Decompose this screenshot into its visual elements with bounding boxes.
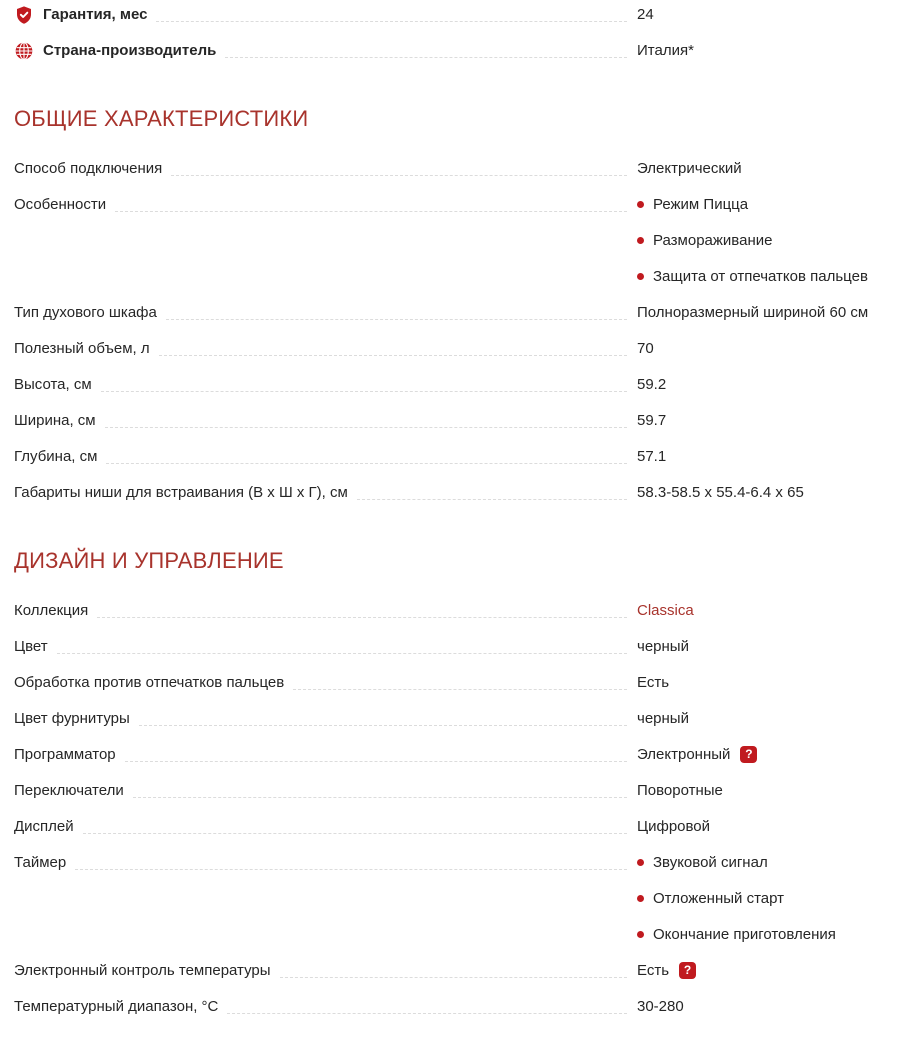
spec-value-cell [637, 708, 887, 729]
spec-label-cell [14, 636, 48, 657]
spec-value-cell [637, 446, 887, 467]
bullet-icon [637, 895, 644, 902]
spec-row [14, 816, 887, 837]
spec-label-cell [14, 708, 130, 729]
dotted-leader [166, 302, 627, 320]
spec-row [14, 410, 887, 431]
dotted-leader [156, 4, 627, 22]
spec-value-cell [637, 302, 887, 323]
spec-value: 58.3-58.5 x 55.4-6.4 x 65 [637, 484, 804, 501]
spec-value: Режим Пицца [653, 196, 749, 213]
spec-label: Обработка против отпечатков пальцев [14, 674, 285, 691]
dotted-leader [83, 816, 627, 834]
dotted-leader [133, 780, 627, 798]
spec-value-cell [637, 780, 887, 801]
spec-label-cell [14, 194, 106, 215]
spec-row [14, 158, 887, 179]
spec-section [14, 76, 887, 518]
spec-value-list [637, 852, 887, 945]
spec-row [14, 600, 887, 621]
spec-value-cell [637, 744, 887, 765]
bullet-icon [637, 237, 644, 244]
spec-label: Температурный диапазон, °С [14, 998, 219, 1015]
spec-label-cell [14, 852, 66, 873]
spec-row [14, 744, 887, 765]
spec-label: Способ подключения [14, 160, 163, 177]
spec-row [14, 482, 887, 503]
spec-value-cell [637, 338, 887, 359]
spec-value: Окончание приготовления [653, 926, 836, 943]
spec-label-cell [14, 780, 124, 801]
spec-label: Глубина, см [14, 448, 98, 465]
spec-label-cell [14, 996, 218, 1017]
spec-row [14, 194, 887, 287]
spec-section [14, 518, 887, 1032]
globe-icon [14, 41, 34, 61]
spec-value: 30-280 [637, 998, 684, 1015]
spec-row [14, 672, 887, 693]
spec-value-line [637, 996, 887, 1017]
dotted-leader [101, 374, 627, 392]
spec-label: Тип духового шкафа [14, 304, 157, 321]
spec-row [14, 338, 887, 359]
spec-value-cell [637, 158, 887, 179]
bullet-icon [637, 859, 644, 866]
spec-label: Коллекция [14, 602, 89, 619]
spec-value: Защита от отпечатков пальцев [653, 268, 868, 285]
spec-value-cell [637, 672, 887, 693]
spec-row [14, 708, 887, 729]
spec-label-cell [14, 302, 157, 323]
spec-value-line [637, 482, 887, 503]
spec-value: Размораживание [653, 232, 773, 249]
spec-row [14, 852, 887, 945]
spec-label-cell [14, 744, 116, 765]
help-icon[interactable]: ? [740, 746, 757, 763]
spec-label: Таймер [14, 854, 67, 871]
spec-value: 59.7 [637, 412, 667, 429]
collection-link[interactable]: Classica [637, 602, 694, 619]
dotted-leader [139, 708, 627, 726]
spec-label: Переключатели [14, 782, 124, 799]
spec-row [14, 780, 887, 801]
spec-value-line [637, 4, 887, 25]
spec-row [14, 636, 887, 657]
shield-check-icon [14, 5, 34, 25]
spec-value-line [637, 672, 887, 693]
spec-value: Есть [637, 962, 670, 979]
dotted-leader [227, 996, 627, 1014]
spec-label-cell [14, 446, 97, 467]
spec-label-cell [14, 410, 96, 431]
spec-value: Отложенный старт [653, 890, 785, 907]
dotted-leader [293, 672, 627, 690]
spec-label: Полезный объем, л [14, 340, 150, 357]
spec-value-list-item [637, 230, 887, 251]
section-title: ДИЗАЙН И УПРАВЛЕНИЕ [14, 548, 284, 573]
spec-label-cell [14, 158, 162, 179]
spec-value-cell [637, 600, 887, 621]
spec-value-cell [637, 852, 887, 945]
dotted-leader [57, 636, 627, 654]
spec-value-cell [637, 40, 887, 61]
spec-value-list-item [637, 888, 887, 909]
spec-row [14, 302, 887, 323]
spec-value: Поворотные [637, 782, 723, 799]
spec-row [14, 4, 887, 25]
spec-value-line [637, 158, 887, 179]
top-spec-rows [14, 4, 887, 76]
spec-value-line [637, 302, 887, 323]
spec-value: черный [637, 710, 689, 727]
spec-value: Полноразмерный шириной 60 см [637, 304, 869, 321]
dotted-leader [159, 338, 627, 356]
spec-value-cell [637, 482, 887, 503]
spec-label: Цвет фурнитуры [14, 710, 130, 727]
spec-row [14, 40, 887, 61]
spec-value-line [637, 338, 887, 359]
spec-value: Цифровой [637, 818, 711, 835]
spec-value: 57.1 [637, 448, 667, 465]
spec-value-line [637, 446, 887, 467]
spec-value-cell [637, 636, 887, 657]
spec-value-line [637, 816, 887, 837]
spec-value-line [637, 374, 887, 395]
spec-value-cell [637, 374, 887, 395]
dotted-leader [115, 194, 627, 212]
spec-label: Ширина, см [14, 412, 96, 429]
spec-value: Звуковой сигнал [653, 854, 768, 871]
spec-value-cell [637, 4, 887, 25]
spec-value-line [637, 780, 887, 801]
bullet-icon [637, 273, 644, 280]
dotted-leader [225, 40, 627, 58]
help-icon[interactable]: ? [679, 962, 696, 979]
spec-value-line [637, 636, 887, 657]
spec-label-cell [14, 4, 147, 25]
section-title: ОБЩИЕ ХАРАКТЕРИСТИКИ [14, 106, 309, 131]
spec-value-cell [637, 410, 887, 431]
spec-label-cell [14, 816, 74, 837]
spec-value: Италия* [637, 42, 694, 59]
spec-label: Гарантия, мес [43, 6, 148, 23]
spec-value-line [637, 960, 887, 981]
spec-value-list-item [637, 924, 887, 945]
spec-value: Электрический [637, 160, 742, 177]
spec-label: Дисплей [14, 818, 74, 835]
dotted-leader [171, 158, 627, 176]
spec-label-cell [14, 672, 284, 693]
dotted-leader [105, 410, 627, 428]
spec-value-cell [637, 996, 887, 1017]
spec-value: черный [637, 638, 689, 655]
spec-label: Электронный контроль температуры [14, 962, 271, 979]
spec-value-list-item [637, 266, 887, 287]
spec-value: 24 [637, 6, 654, 23]
spec-label-cell [14, 40, 216, 61]
spec-label-cell [14, 482, 348, 503]
bullet-icon [637, 931, 644, 938]
spec-label-cell [14, 374, 92, 395]
spec-value-cell [637, 960, 887, 981]
dotted-leader [97, 600, 627, 618]
spec-value-line [637, 410, 887, 431]
dotted-leader [106, 446, 627, 464]
spec-label: Габариты ниши для встраивания (В х Ш х Г), см [14, 484, 348, 501]
spec-label: Высота, см [14, 376, 92, 393]
spec-label-cell [14, 960, 271, 981]
spec-label: Особенности [14, 196, 107, 213]
spec-label: Страна-производитель [43, 42, 217, 59]
spec-value: 59.2 [637, 376, 667, 393]
spec-value-list-item [637, 194, 887, 215]
spec-value-line [637, 708, 887, 729]
spec-value-line [637, 600, 887, 621]
dotted-leader [125, 744, 627, 762]
spec-row [14, 996, 887, 1017]
spec-row [14, 374, 887, 395]
spec-value-list-item [637, 852, 887, 873]
spec-value-line [637, 744, 887, 765]
spec-label-cell [14, 600, 88, 621]
spec-value-cell [637, 194, 887, 287]
spec-value-list [637, 194, 887, 287]
bullet-icon [637, 201, 644, 208]
spec-value-cell [637, 816, 887, 837]
spec-label: Программатор [14, 746, 116, 763]
spec-value: 70 [637, 340, 654, 357]
spec-row [14, 960, 887, 981]
spec-sections [14, 76, 887, 1032]
spec-value: Электронный [637, 746, 731, 763]
spec-label: Цвет [14, 638, 48, 655]
spec-label-cell [14, 338, 150, 359]
dotted-leader [280, 960, 627, 978]
spec-value: Есть [637, 674, 670, 691]
spec-value-line [637, 40, 887, 61]
spec-row [14, 446, 887, 467]
dotted-leader [75, 852, 627, 870]
dotted-leader [357, 482, 627, 500]
